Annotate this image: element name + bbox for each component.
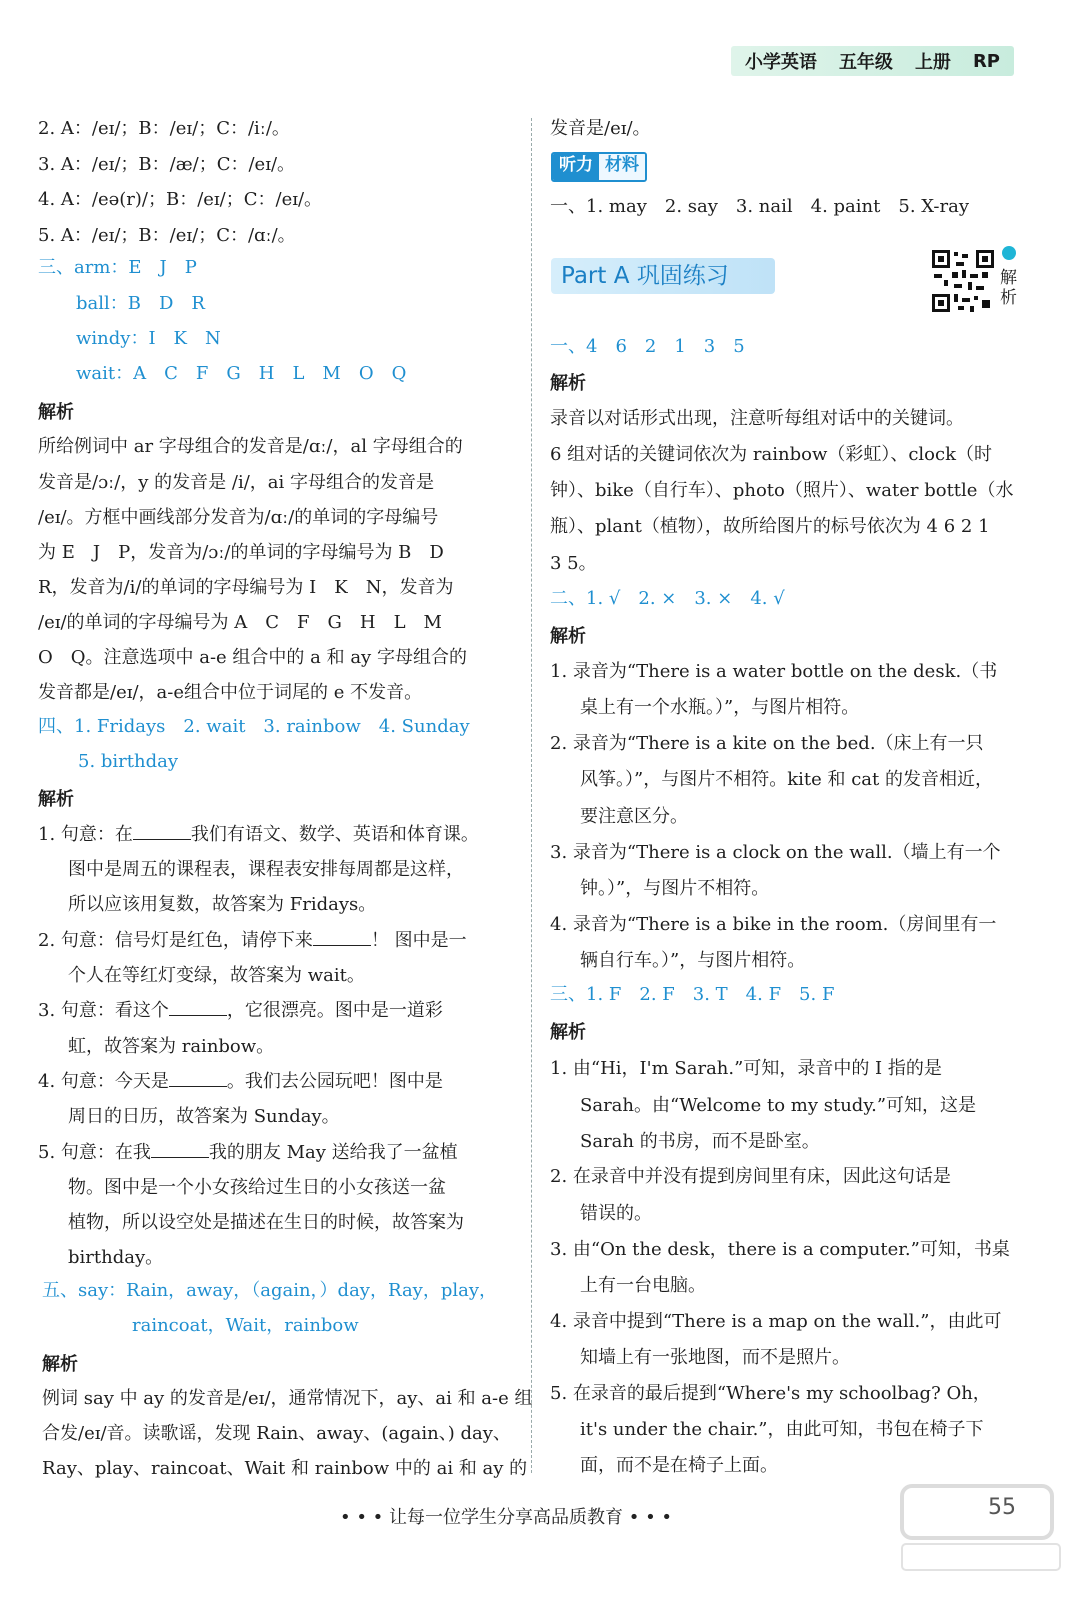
qr-label: 解析 (1000, 268, 1017, 308)
header-grade: 五年级 (838, 52, 893, 73)
analysis-text: 桌上有一个水瓶。）”，与图片相符。 (580, 697, 860, 718)
analysis-text: Sarah 的书房，而不是卧室。 (580, 1131, 820, 1152)
analysis-item: 4. 录音中提到“There is a map on the wall.”，由此可 (550, 1311, 1002, 1332)
analysis-item: 1. 由“Hi，I'm Sarah.”可知，录音中的 I 指的是 (550, 1058, 942, 1079)
analysis-heading: 解析 (42, 1354, 78, 1375)
section-3-answer: wait：A C F G H L M O Q (76, 363, 407, 384)
analysis-text: 植物，所以设空处是描述在生日的时候，故答案为 (68, 1212, 464, 1233)
analysis-text: Ray、play、raincoat、Wait 和 rainbow 中的 ai 和 ay 的 (42, 1458, 528, 1479)
analysis-heading: 解析 (550, 373, 586, 394)
analysis-text: 发音是/ɔː/，y 的发音是 /i/，ai 字母组合的发音是 (38, 472, 434, 493)
section-3-answer: 三、arm：E J P (38, 257, 197, 278)
analysis-text: 6 组对话的关键词依次为 rainbow（彩虹）、clock（时 (550, 444, 993, 465)
analysis-text: 3 5。 (550, 553, 597, 574)
answer-line: 5. A：/eɪ/；B：/eɪ/；C：/ɑː/。 (38, 225, 296, 246)
book-header (731, 46, 1014, 76)
header-subject: 小学英语 (744, 52, 817, 73)
footer-slogan: • • • 让每一位学生分享高品质教育 • • • (340, 1507, 673, 1528)
analysis-text: 辆自行车。）”，与图片相符。 (580, 950, 806, 971)
analysis-text: 面，而不是在椅子上面。 (580, 1455, 778, 1476)
qr-code-icon[interactable] (930, 248, 996, 314)
analysis-text: 例词 say 中 ay 的发音是/eɪ/，通常情况下，ay、ai 和 a-e 组 (42, 1388, 533, 1409)
analysis-text: birthday。 (68, 1247, 164, 1268)
column-divider (531, 118, 532, 1473)
analysis-text: 图中是周五的课程表，课程表安排每周都是这样， (68, 859, 464, 880)
analysis-text: 钟）、bike（自行车）、photo（照片）、water bottle（水 (550, 480, 1014, 501)
section-1-answer: 一、4 6 2 1 3 5 (550, 336, 745, 357)
analysis-text: 周日的日历，故答案为 Sunday。 (68, 1106, 340, 1127)
analysis-item: 4. 句意：今天是 。我们去公园玩吧！图中是 (38, 1071, 443, 1092)
page-number: 55 (988, 1495, 1016, 1520)
analysis-item: 3. 由“On the desk，there is a computer.”可知，书桌 (550, 1239, 1010, 1260)
section-3-answer: 三、1. F 2. F 3. T 4. F 5. F (550, 984, 835, 1005)
analysis-text: it's under the chair.”，由此可知，书包在椅子下 (580, 1419, 984, 1440)
tag-material: 材料 (599, 154, 645, 180)
answer-line: 2. A：/eɪ/；B：/eɪ/；C：/iː/。 (38, 118, 290, 139)
analysis-text: 错误的。 (580, 1203, 652, 1224)
analysis-text: 知墙上有一张地图，而不是照片。 (580, 1347, 850, 1368)
analysis-text: 风筝。）”，与图片不相符。kite 和 cat 的发音相近， (580, 769, 993, 790)
analysis-item: 2. 句意：信号灯是红色，请停下来 ！ 图中是一 (38, 930, 467, 951)
analysis-text: 要注意区分。 (580, 806, 688, 827)
analysis-item: 3. 句意：看这个 ，它很漂亮。图中是一道彩 (38, 1000, 443, 1021)
analysis-text: 上有一台电脑。 (580, 1275, 706, 1296)
section-4-answer: 四、1. Fridays 2. wait 3. rainbow 4. Sunday (38, 716, 470, 737)
analysis-text: 所给例词中 ar 字母组合的发音是/ɑː/，al 字母组合的 (38, 436, 463, 457)
section-5-answer: 五、say：Rain，away，（again，）day，Ray，play， (42, 1280, 498, 1301)
watermark-logo (896, 1478, 1066, 1578)
analysis-text: /eɪ/。方框中画线部分发音为/ɑː/的单词的字母编号 (38, 507, 439, 528)
analysis-text: 瓶）、plant（植物），故所给图片的标号依次为 4 6 2 1 (550, 516, 990, 537)
answer-line: 3. A：/eɪ/；B：/æ/；C：/eɪ/。 (38, 154, 296, 175)
analysis-item: 4. 录音为“There is a bike in the room.（房间里有一 (550, 914, 997, 935)
analysis-item: 2. 录音为“There is a kite on the bed.（床上有一只 (550, 733, 984, 754)
listening-answers: 一、1. may 2. say 3. nail 4. paint 5. X-ray (550, 196, 970, 217)
analysis-text: O Q。注意选项中 a-e 组合中的 a 和 ay 字母组合的 (38, 647, 467, 668)
analysis-item: 5. 在录音的最后提到“Where's my schoolbag? Oh， (550, 1383, 991, 1404)
analysis-heading: 解析 (550, 626, 586, 647)
section-2-answer: 二、1. √ 2. × 3. × 4. √ (550, 588, 785, 609)
analysis-text: 为 E J P，发音为/ɔː/的单词的字母编号为 B D (38, 542, 444, 563)
answer-line: 4. A：/eə(r)/；B：/eɪ/；C：/eɪ/。 (38, 189, 323, 210)
analysis-item: 3. 录音为“There is a clock on the wall.（墙上有一个 (550, 842, 1001, 863)
analysis-heading: 解析 (38, 789, 74, 810)
analysis-text: 虹，故答案为 rainbow。 (68, 1036, 275, 1057)
analysis-item: 1. 录音为“There is a water bottle on the desk.（书 (550, 661, 998, 682)
answer-line: 发音是/eɪ/。 (550, 118, 651, 139)
listening-material-tag (551, 152, 647, 182)
analysis-text: 合发/eɪ/音。读歌谣，发现 Rain、away、(again、) day、 (42, 1423, 511, 1444)
analysis-text: Sarah。由“Welcome to my study.”可知，这是 (580, 1095, 977, 1116)
header-edition: RP (972, 50, 1000, 72)
analysis-text: 钟。）”，与图片不相符。 (580, 878, 770, 899)
analysis-text: /eɪ/的单词的字母编号为 A C F G H L M (38, 612, 442, 633)
analysis-item: 2. 在录音中并没有提到房间里有床，因此这句话是 (550, 1166, 951, 1187)
section-3-answer: windy：I K N (76, 328, 221, 349)
analysis-heading: 解析 (38, 402, 74, 423)
tag-listening: 听力 (553, 154, 599, 180)
analysis-text: R，发音为/i/的单词的字母编号为 I K N，发音为 (38, 577, 454, 598)
section-4-answer: 5. birthday (78, 751, 179, 772)
analysis-text: 发音都是/eɪ/，a-e组合中位于词尾的 e 不发音。 (38, 682, 423, 703)
play-icon (1002, 246, 1016, 260)
part-a-banner: Part A 巩固练习 (551, 258, 775, 294)
analysis-text: 物。图中是一个小女孩给过生日的小女孩送一盆 (68, 1177, 446, 1198)
section-5-answer: raincoat，Wait，rainbow (132, 1315, 359, 1336)
analysis-item: 5. 句意：在我 我的朋友 May 送给我了一盆植 (38, 1142, 458, 1163)
analysis-text: 所以应该用复数，故答案为 Fridays。 (68, 894, 377, 915)
analysis-heading: 解析 (550, 1022, 586, 1043)
header-volume: 上册 (914, 52, 951, 73)
analysis-text: 录音以对话形式出现，注意听每组对话中的关键词。 (550, 408, 964, 429)
section-3-answer: ball：B D R (76, 293, 205, 314)
analysis-item: 1. 句意：在 我们有语文、数学、英语和体育课。 (38, 824, 479, 845)
analysis-text: 个人在等红灯变绿，故答案为 wait。 (68, 965, 365, 986)
